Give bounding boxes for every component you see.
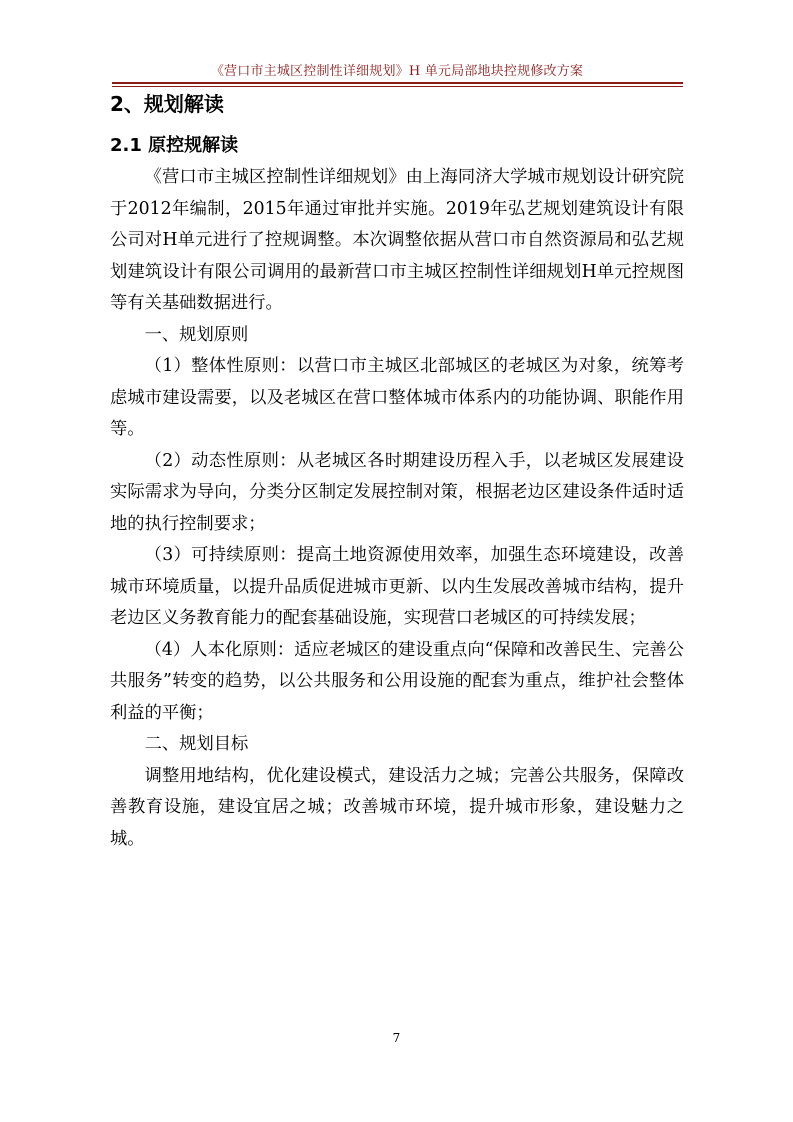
section-title: 2、规划解读 <box>110 92 224 116</box>
running-header: 《营口市主城区控制性详细规划》H 单元局部地块控规修改方案 <box>210 64 584 79</box>
heading-planning-goals: 二、规划目标 <box>144 734 249 754</box>
heading-planning-principles: 一、规划原则 <box>144 324 249 345</box>
paragraph-principle-1: （1）整体性原则：以营口市主城区北部城区的老城区为对象，统筹考虑城市建设需要，以及老城区在营口整体城市体系内的功能协调、职能作用等。 <box>110 356 684 439</box>
header-rule-thin <box>112 86 683 87</box>
subsection-title: 2.1 原控规解读 <box>110 135 239 156</box>
body-text <box>110 162 684 855</box>
paragraph-goals: 调整用地结构，优化建设模式，建设活力之城；完善公共服务，保障改善教育设施，建设宜居之城；改善城市环境，提升城市形象，建设魅力之城。 <box>110 765 684 849</box>
header-rule-thick <box>112 82 683 84</box>
paragraph-principle-3: （3）可持续原则：提高土地资源使用效率，加强生态环境建设，改善城市环境质量，以提升品质促进城市更新、以内生发展改善城市结构，提升老边区义务教育能力的配套基础设施，实现营口老城区的可持续发展； <box>110 545 684 628</box>
paragraph-principle-2: （2）动态性原则：从老城区各时期建设历程入手，以老城区发展建设实际需求为导向，分类分区制定发展控制对策，根据老边区建设条件适时适地的执行控制要求； <box>110 450 684 534</box>
paragraph-intro: 《营口市主城区控制性详细规划》由上海同济大学城市规划设计研究院于2012年编制，2015年通过审批并实施。2019年弘艺规划建筑设计有限公司对H单元进行了控规调整。本次调整依据从营口市自然资源局和弘艺规划建筑设计有限公司调用的最新营口市主城区控制性详细规划H单元控规图等有关基础数据进行。 <box>110 167 684 313</box>
paragraph-principle-4: （4）人本化原则：适应老城区的建设重点向“保障和改善民生、完善公共服务”转变的趋势，以公共服务和公用设施的配套为重点，维护社会整体利益的平衡； <box>110 639 684 723</box>
page-number: 7 <box>392 1031 401 1045</box>
